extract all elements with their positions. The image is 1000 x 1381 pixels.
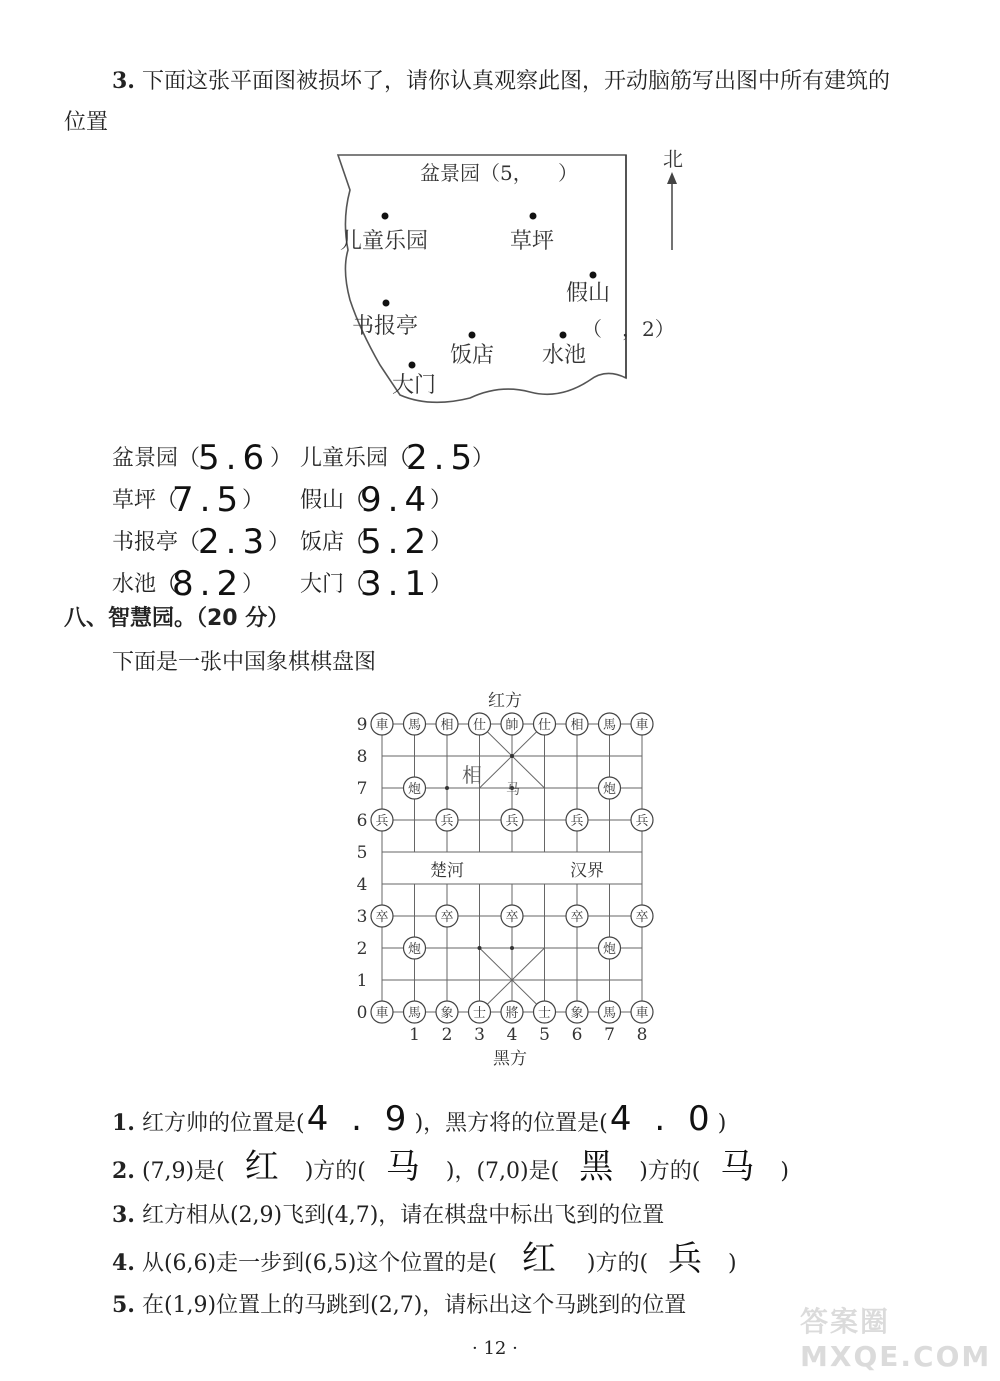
q1: 1. 红方帅的位置是(4 . 9)，黑方将的位置是(4 . 0) [112, 1099, 727, 1139]
answer-value: 9.4 [360, 480, 433, 520]
chess-piece-label: 馬 [602, 718, 617, 733]
chess-piece-label: 兵 [505, 814, 519, 829]
answer-value: 7.5 [172, 480, 245, 520]
col-label: 5 [539, 1025, 550, 1045]
map-label-children: 儿童乐园 [340, 229, 429, 254]
map-label-top: 盆景园（5， [420, 161, 533, 185]
section8-intro: 下面是一张中国象棋棋盘图 [112, 650, 377, 675]
chess-piece-label: 仕 [537, 718, 552, 733]
section8-title: 八、智慧园。（20 分） [64, 606, 290, 631]
row-label: 3 [356, 907, 368, 927]
q5: 5. 在(1,9)位置上的马跳到(2,7)，请标出这个马跳到的位置 [112, 1292, 687, 1318]
hand-dot-mark [478, 946, 482, 950]
chess-piece-label: 仕 [472, 718, 487, 733]
chess-piece-label: 馬 [407, 718, 422, 733]
chess-piece-label: 象 [440, 1006, 454, 1021]
answer-name: 假山 [300, 488, 345, 513]
answer-value: 3.1 [360, 564, 433, 604]
q2-answer1: 红 [244, 1147, 285, 1187]
river-left-label: 楚河 [430, 861, 464, 881]
q2: 2. (7,9)是( 红 )方的( 马 )，(7,0)是( 黑 )方的( 马 ) [112, 1147, 789, 1187]
chess-piece-label: 馬 [602, 1006, 617, 1021]
answer-name: 水池 [112, 572, 157, 597]
watermark: 答案圈 MXQE.COM [800, 1305, 992, 1373]
row-label: 5 [356, 843, 368, 863]
q2-answer4: 马 [720, 1147, 761, 1187]
chess-piece-label: 車 [635, 1006, 649, 1021]
chess-piece-label: 炮 [407, 942, 422, 957]
answer-name: 书报亭 [112, 530, 179, 555]
q1-answer1: 4 . 9 [306, 1099, 413, 1139]
river-right-label: 汉界 [570, 861, 604, 881]
hand-mark-horse: 马 [506, 782, 520, 798]
map-label-newsstand: 书报亭 [352, 314, 419, 339]
map-label-rockery: 假山 [566, 281, 611, 306]
chess-piece-label: 相 [440, 718, 454, 733]
col-label: 1 [409, 1025, 420, 1045]
chess-piece-label: 卒 [440, 910, 454, 925]
col-label: 6 [571, 1025, 583, 1045]
board-top-label: 红方 [488, 691, 522, 711]
map-label-pool-coord: （ ，2） [582, 317, 675, 341]
hand-dot-mark [510, 946, 514, 950]
chess-piece-label: 卒 [375, 910, 389, 925]
answer-name: 草坪 [112, 488, 157, 513]
chess-piece-label: 卒 [570, 910, 584, 925]
answer-value: 8.2 [172, 564, 245, 604]
chess-piece-label: 帥 [505, 718, 519, 733]
chess-piece-label: 士 [537, 1006, 552, 1021]
chess-piece-label: 兵 [375, 814, 389, 829]
chess-piece-label: 兵 [570, 814, 584, 829]
q3-line2: 位置 [64, 110, 109, 135]
board-bottom-label: 黑方 [493, 1049, 527, 1069]
page-number: · 12 · [472, 1338, 518, 1359]
chess-piece-label: 相 [570, 718, 584, 733]
chess-piece-label: 車 [375, 1006, 389, 1021]
q3-number: 3. [112, 68, 135, 94]
chess-piece-label: 車 [635, 718, 649, 733]
map-label-gate: 大门 [392, 373, 437, 398]
col-label: 7 [604, 1025, 615, 1045]
chess-piece-label: 卒 [505, 910, 519, 925]
q4: 4. 从(6,6)走一步到(6,5)这个位置的是( 红 )方的( 兵 ) [112, 1239, 737, 1279]
answer-name: 饭店 [300, 530, 345, 555]
answer-name: 儿童乐园 [300, 446, 389, 471]
damaged-map [320, 140, 690, 410]
row-label: 0 [356, 1003, 368, 1023]
q2-answer2: 马 [385, 1147, 426, 1187]
chess-piece-label: 兵 [440, 814, 454, 829]
q4-answer1: 红 [521, 1239, 562, 1279]
q2-answer3: 黑 [579, 1147, 620, 1187]
answer-value: 5.6 [198, 438, 271, 478]
col-label: 2 [441, 1025, 453, 1045]
chess-piece-label: 士 [472, 1006, 487, 1021]
q1-answer2: 4 . 0 [609, 1099, 716, 1139]
answer-value: 5.2 [360, 522, 433, 562]
q3-text: 下面这张平面图被损坏了，请你认真观察此图，开动脑筋写出图中所有建筑的 [141, 69, 890, 94]
map-label-top-close: ） [558, 161, 578, 185]
chess-piece-label: 炮 [602, 782, 617, 797]
answer-name: 盆景园 [112, 446, 179, 471]
map-label-grass: 草坪 [510, 229, 555, 254]
north-label: 北 [663, 147, 683, 171]
chess-piece-label: 卒 [635, 910, 649, 925]
hand-mark-xiang: 相 [462, 763, 482, 787]
col-label: 8 [636, 1025, 648, 1045]
q3-board: 3. 红方相从(2,9)飞到(4,7)，请在棋盘中标出飞到的位置 [112, 1202, 665, 1228]
row-label: 6 [356, 811, 368, 831]
row-label: 8 [356, 747, 368, 767]
col-label: 3 [474, 1025, 485, 1045]
xiangqi-board [330, 680, 670, 1070]
row-label: 7 [356, 779, 368, 799]
q3-line1 [112, 66, 890, 97]
row-label: 4 [356, 875, 368, 895]
chess-piece-label: 兵 [635, 814, 649, 829]
chess-piece-label: 象 [570, 1006, 584, 1021]
hand-dot-mark [445, 786, 449, 790]
map-label-restaurant: 饭店 [450, 343, 495, 368]
chess-piece-label: 將 [505, 1006, 519, 1021]
row-label: 1 [356, 971, 368, 991]
chess-piece-label: 炮 [407, 782, 422, 797]
q3-answers: 盆景园（ 5.6 ） 儿童乐园（ 2.5 ） 草坪（ 7.5 ） 假山（ 9.4 ） 书报亭（ 2.3 ） 饭店（ 5.2 ） 水池（ 8.2 ） 大门（ 3.1 ） [112, 438, 495, 604]
col-label: 4 [506, 1025, 518, 1045]
hand-dot-mark [510, 754, 514, 758]
map-label-pool: 水池 [542, 343, 587, 368]
q4-answer2: 兵 [668, 1239, 709, 1279]
chess-piece-label: 炮 [602, 942, 617, 957]
row-label: 2 [356, 939, 368, 959]
chess-piece-label: 馬 [407, 1006, 422, 1021]
answer-name: 大门 [300, 572, 345, 597]
chess-piece-label: 車 [375, 718, 389, 733]
answer-value: 2.3 [198, 522, 271, 562]
answer-value: 2.5 [406, 438, 479, 478]
row-label: 9 [356, 715, 368, 735]
